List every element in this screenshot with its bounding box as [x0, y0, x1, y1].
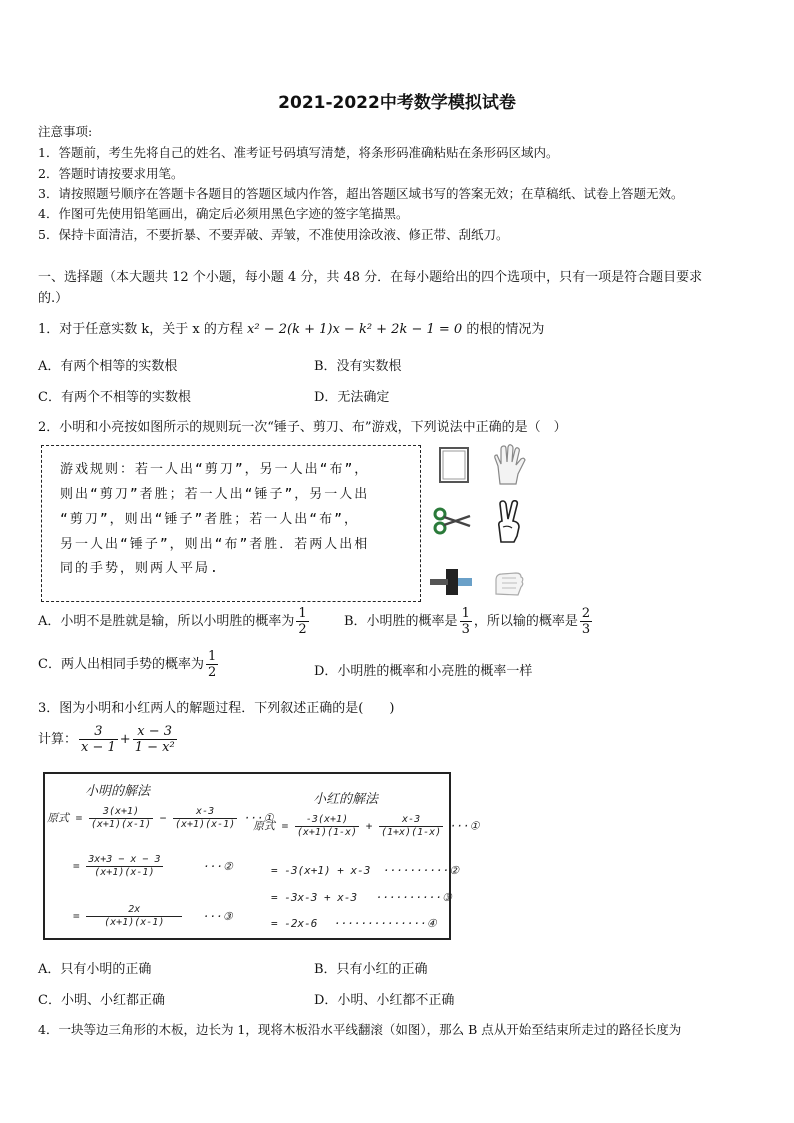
rule-line: 游戏规则：若一人出“剪刀”，另一人出“布”，: [60, 462, 370, 477]
q2-stem: 2．小明和小亮按如图所示的规则玩一次“锤子、剪刀、布”游戏，下列说法中正确的是（ ）: [38, 420, 567, 435]
step-tag: ··········③: [375, 891, 452, 904]
hong-step-3: [271, 891, 452, 904]
q2-option-b[interactable]: [344, 606, 594, 637]
fraction: [295, 814, 359, 839]
hong-step-1: [253, 814, 480, 839]
q1-option-d[interactable]: D．无法确定: [314, 390, 390, 405]
hong-step-2: [271, 864, 459, 877]
fraction: [86, 854, 162, 879]
plus-sign: +: [119, 732, 131, 747]
q3-stem: 3．图为小明和小红两人的解题过程．下列叙述正确的是( ): [38, 701, 395, 716]
step-tag: ···①: [449, 819, 480, 833]
note-item: 1．答题前，考生先将自己的姓名、准考证号码填写清楚，将条形码准确粘贴在条形码区域内。: [38, 145, 559, 160]
q2-option-d[interactable]: D．小明胜的概率和小亮胜的概率一样: [314, 664, 533, 679]
fraction-denominator: x − 1: [81, 740, 116, 755]
solutions-box: [43, 772, 480, 940]
fraction: [173, 806, 237, 831]
fraction: [206, 649, 218, 680]
rule-line: 同的手势，则两人平局.: [60, 561, 220, 576]
fraction-numerator: 2x: [86, 904, 182, 917]
q3-option-a[interactable]: A．只有小明的正确: [38, 962, 152, 977]
q2-option-a[interactable]: [38, 606, 311, 637]
fraction-denominator: 2: [298, 622, 307, 637]
fist-icon: [492, 568, 526, 598]
scissors-icon: [432, 506, 472, 536]
q1-suffix: 的根的情况为: [466, 322, 545, 337]
fraction-denominator: (x+1)(x-1): [94, 867, 155, 878]
q1-option-b[interactable]: B．没有实数根: [314, 359, 402, 374]
note-item: 3．请按照题号顺序在答题卡各题目的答题区域内作答，超出答题区域书写的答案无效；在草稿纸、试卷上答题无效。: [38, 186, 684, 201]
fraction: [133, 724, 177, 755]
fraction: [79, 724, 118, 755]
q3-option-c[interactable]: C．小明、小红都正确: [38, 993, 165, 1008]
fraction-numerator: 2: [581, 606, 591, 621]
q3-calc: [38, 724, 179, 755]
ming-label: 原式 =: [47, 811, 83, 825]
hong-title: 小红的解法: [313, 792, 379, 807]
exam-title: 2021-2022中考数学模拟试卷: [278, 93, 516, 113]
hong-step-3-expr: = -3x-3 + x-3: [271, 891, 358, 904]
fraction: [460, 606, 472, 637]
step-tag: ··············④: [333, 917, 437, 930]
ming-step-1: [47, 806, 274, 831]
rule-line: 另一人出“锤子”，则出“布”者胜．若两人出相: [60, 537, 370, 552]
hong-label: 原式 =: [253, 819, 289, 833]
q1-option-c[interactable]: C．有两个不相等的实数根: [38, 390, 191, 405]
fraction: [86, 904, 182, 929]
q2-option-a-text: A．小明不是胜就是输，所以小明胜的概率为: [38, 614, 295, 629]
q1-equation: x² − 2(k + 1)x − k² + 2k − 1 = 0: [247, 322, 463, 337]
q1-stem: [38, 318, 544, 337]
q4-stem: 4．一块等边三角形的木板，边长为 1，现将木板沿水平线翻滚（如图），那么 B 点从开始至结束所走过的路径长度为: [38, 1022, 682, 1037]
q1-option-a[interactable]: A．有两个相等的实数根: [38, 359, 178, 374]
q2-option-c-text: C．两人出相同手势的概率为: [38, 657, 204, 672]
fraction-numerator: x-3: [173, 806, 237, 819]
ming-step-3: = $\frac{2x}{(x+1)(x-1)}$ ···③: [73, 904, 233, 928]
q3-option-d[interactable]: D．小明、小红都不正确: [314, 993, 455, 1008]
fraction-denominator: (x+1)(1-x): [296, 827, 358, 838]
fraction: [580, 606, 592, 637]
fraction-numerator: 1: [298, 606, 307, 621]
ming-step-2: = $\frac{3x+3 - x - 3}{(x+1)(x-1)}$ ···②: [73, 854, 233, 878]
hong-step-4: [271, 917, 437, 930]
operator: +: [365, 819, 373, 833]
fraction-denominator: (x+1)(x-1): [104, 917, 165, 928]
q1-prefix: 1．对于任意实数 k，关于 x 的方程: [38, 322, 243, 337]
step-tag: ···①: [243, 811, 274, 825]
section-heading: 一、选择题（本大题共 12 个小题，每小题 4 分，共 48 分．在每小题给出的四个选项中，只有一项是符合题目要求: [38, 270, 703, 285]
fraction-numerator: 1: [207, 649, 217, 664]
operator: −: [159, 811, 167, 825]
step-tag: ···②: [203, 859, 233, 873]
fraction-denominator: (1+x)(1-x): [380, 827, 442, 838]
fraction: [89, 806, 153, 831]
notes-heading: 注意事项:: [38, 124, 93, 139]
step-tag: ···③: [202, 909, 233, 923]
fraction-numerator: -3(x+1): [295, 814, 359, 827]
fraction-numerator: x − 3: [133, 724, 177, 740]
open-hand-icon: [492, 444, 528, 486]
rule-line: 则出“剪刀”者胜；若一人出“锤子”，另一人出: [60, 487, 370, 502]
step-tag: ··········②: [382, 864, 460, 877]
rule-line: “剪刀”，则出“锤子”者胜；若一人出“布”，: [60, 512, 359, 527]
note-item: 4．作图可先使用铅笔画出，确定后必须用黑色字迹的签字笔描黑。: [38, 206, 409, 221]
fraction-denominator: (x+1)(x-1): [90, 819, 152, 830]
fraction-denominator: 3: [581, 622, 591, 637]
paper-sheet-icon: [438, 446, 472, 484]
victory-hand-icon: [494, 500, 524, 544]
hammer-icon: [430, 568, 474, 596]
hong-step-4-expr: = -2x-6: [271, 917, 318, 930]
q2-option-b-mid: ，所以输的概率是: [473, 614, 578, 629]
calc-label: 计算：: [38, 732, 78, 747]
q2-option-c[interactable]: [38, 649, 220, 680]
fraction-numerator: 3(x+1): [89, 806, 153, 819]
note-item: 5．保持卡面清洁，不要折暴、不要弄破、弄皱，不准使用涂改液、修正带、刮纸刀。: [38, 227, 509, 242]
fraction: [296, 606, 308, 637]
hong-step-2-expr: = -3(x+1) + x-3: [271, 864, 371, 877]
fraction: [379, 814, 443, 839]
q3-option-b[interactable]: B．只有小红的正确: [314, 962, 428, 977]
fraction-denominator: 2: [207, 665, 217, 680]
fraction-denominator: 3: [461, 622, 470, 637]
fraction-numerator: 3: [79, 724, 118, 740]
section-heading-cont: 的.）: [38, 291, 69, 306]
fraction-numerator: 1: [461, 606, 470, 621]
q2-option-b-text: B．小明胜的概率是: [344, 614, 458, 629]
fraction-numerator: 3x+3 − x − 3: [88, 854, 161, 865]
fraction-numerator: x-3: [379, 814, 443, 827]
note-item: 2．答题时请按要求用笔。: [38, 166, 184, 181]
ming-title: 小明的解法: [85, 784, 151, 799]
game-rules-box: [41, 445, 421, 602]
fraction-denominator: 1 − x²: [134, 740, 175, 755]
fraction-denominator: (x+1)(x-1): [174, 819, 236, 830]
